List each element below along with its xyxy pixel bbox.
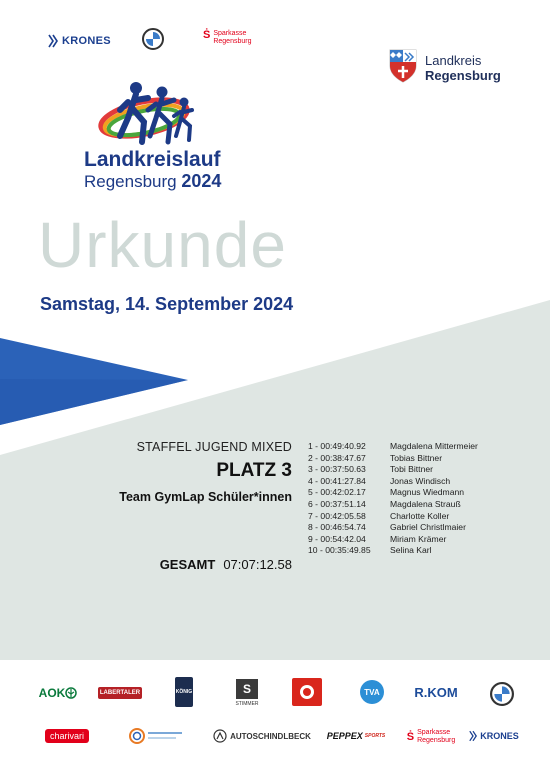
tva-label: TVA (364, 687, 380, 697)
koenig-label: KÖNIG (175, 677, 193, 707)
list-item (308, 499, 478, 511)
category-label: STAFFEL JUGEND MIXED (136, 440, 292, 454)
runner-name: Magdalena Mittermeier (390, 441, 478, 451)
club-crest-icon (298, 683, 316, 701)
list-item (308, 453, 478, 465)
total-time (160, 557, 292, 572)
aok-tree-icon (65, 687, 77, 699)
event-year: 2024 (181, 171, 222, 191)
leg-time: 5 - 00:42:02.17 (308, 487, 366, 498)
partner-swoosh-icon (128, 727, 184, 745)
list-item (308, 476, 478, 488)
rkom-logo (412, 682, 460, 702)
stimmer-s-icon: S (236, 679, 258, 699)
landkreis-line1: Landkreis (425, 53, 482, 68)
runner-name: Gabriel Christlmaier (390, 522, 466, 533)
list-item (308, 511, 478, 523)
runner-name: Miriam Krämer (390, 533, 447, 544)
schindlbeck-label: AUTOSCHINDLBECK (230, 731, 311, 741)
event-title: Landkreislauf (84, 148, 221, 171)
leg-time: 6 - 00:37:51.14 (308, 498, 366, 509)
sparkasse-logo-bottom (402, 726, 460, 748)
runner-name: Charlotte Koller (390, 510, 450, 521)
landkreis-crest-icon (388, 48, 418, 84)
bmw-logo-icon (490, 682, 514, 706)
peppex-label: PEPPEX (326, 731, 363, 741)
peppex-sports-label: SPORTS (364, 733, 386, 739)
labertaler-logo (100, 680, 140, 706)
sparkasse-s-icon: Ṡ (406, 731, 415, 743)
koenig-logo (174, 676, 194, 708)
charivari-logo (36, 728, 98, 744)
leg-results-list (308, 441, 478, 557)
place-label: PLATZ 3 (216, 460, 292, 481)
list-item (308, 487, 478, 499)
stimmer-logo (232, 676, 262, 710)
sparkasse-line2: Regensburg (213, 38, 252, 45)
certificate-heading: Urkunde (38, 209, 287, 281)
runners-logo (92, 78, 212, 150)
krones-label: KRONES (62, 35, 111, 47)
sparkasse-line2: Regensburg (417, 737, 456, 744)
runner-name: Jonas Windisch (390, 475, 451, 486)
list-item (308, 522, 478, 534)
runner-name: Magdalena Strauß (390, 498, 461, 509)
landkreis-label (425, 53, 501, 83)
charivari-label: charivari (45, 729, 89, 743)
sparkasse-line1: Sparkasse (417, 729, 451, 736)
leg-time: 7 - 00:42:05.58 (308, 510, 366, 521)
sport-club-logo (292, 678, 322, 706)
sparkasse-s-icon: Ṡ (203, 29, 211, 41)
schindlbeck-icon (213, 729, 227, 743)
list-item (308, 545, 478, 557)
leg-time: 9 - 00:54:42.04 (308, 533, 366, 544)
aok-label: AOK (38, 686, 66, 700)
rkom-label: R.KOM (414, 684, 458, 700)
runner-name: Tobias Bittner (390, 452, 443, 463)
partner-logo (126, 726, 186, 746)
total-value: 07:07:12.58 (223, 557, 292, 572)
landkreis-line2: Regensburg (425, 68, 501, 83)
total-label: GESAMT (159, 557, 216, 572)
aok-logo (34, 680, 82, 706)
tva-logo (360, 680, 384, 704)
krones-label: KRONES (480, 731, 519, 741)
leg-time: 2 - 00:38:47.67 (308, 452, 366, 463)
stimmer-label: STIMMER (235, 701, 259, 707)
runner-name: Tobi Bittner (390, 464, 433, 475)
krones-logo-top (48, 34, 111, 48)
list-item (308, 441, 478, 453)
krones-logo-bottom (466, 728, 522, 744)
runner-name: Selina Karl (390, 545, 432, 556)
event-city: Regensburg (84, 172, 177, 191)
sparkasse-line1: Sparkasse (213, 30, 247, 37)
krones-icon (469, 730, 477, 742)
leg-time: 10 - 00:35:49.85 (308, 545, 371, 556)
leg-time: 8 - 00:46:54.74 (308, 522, 366, 533)
team-name: Team GymLap Schüler*innen (119, 490, 292, 504)
sparkasse-logo-top (203, 30, 251, 46)
labertaler-label: LABERTALER (98, 687, 142, 699)
event-subtitle (84, 171, 221, 192)
bmw-logo-icon (142, 28, 164, 50)
list-item (308, 534, 478, 546)
event-date: Samstag, 14. September 2024 (40, 294, 294, 314)
list-item (308, 464, 478, 476)
peppex-logo (326, 728, 386, 744)
krones-icon (48, 34, 58, 48)
sponsor-band (0, 660, 550, 779)
schindlbeck-logo (212, 726, 312, 746)
runner-name: Magnus Wiedmann (390, 487, 465, 498)
leg-time: 3 - 00:37:50.63 (308, 464, 366, 475)
leg-time: 1 - 00:49:40.92 (308, 441, 366, 451)
leg-time: 4 - 00:41:27.84 (308, 475, 366, 486)
